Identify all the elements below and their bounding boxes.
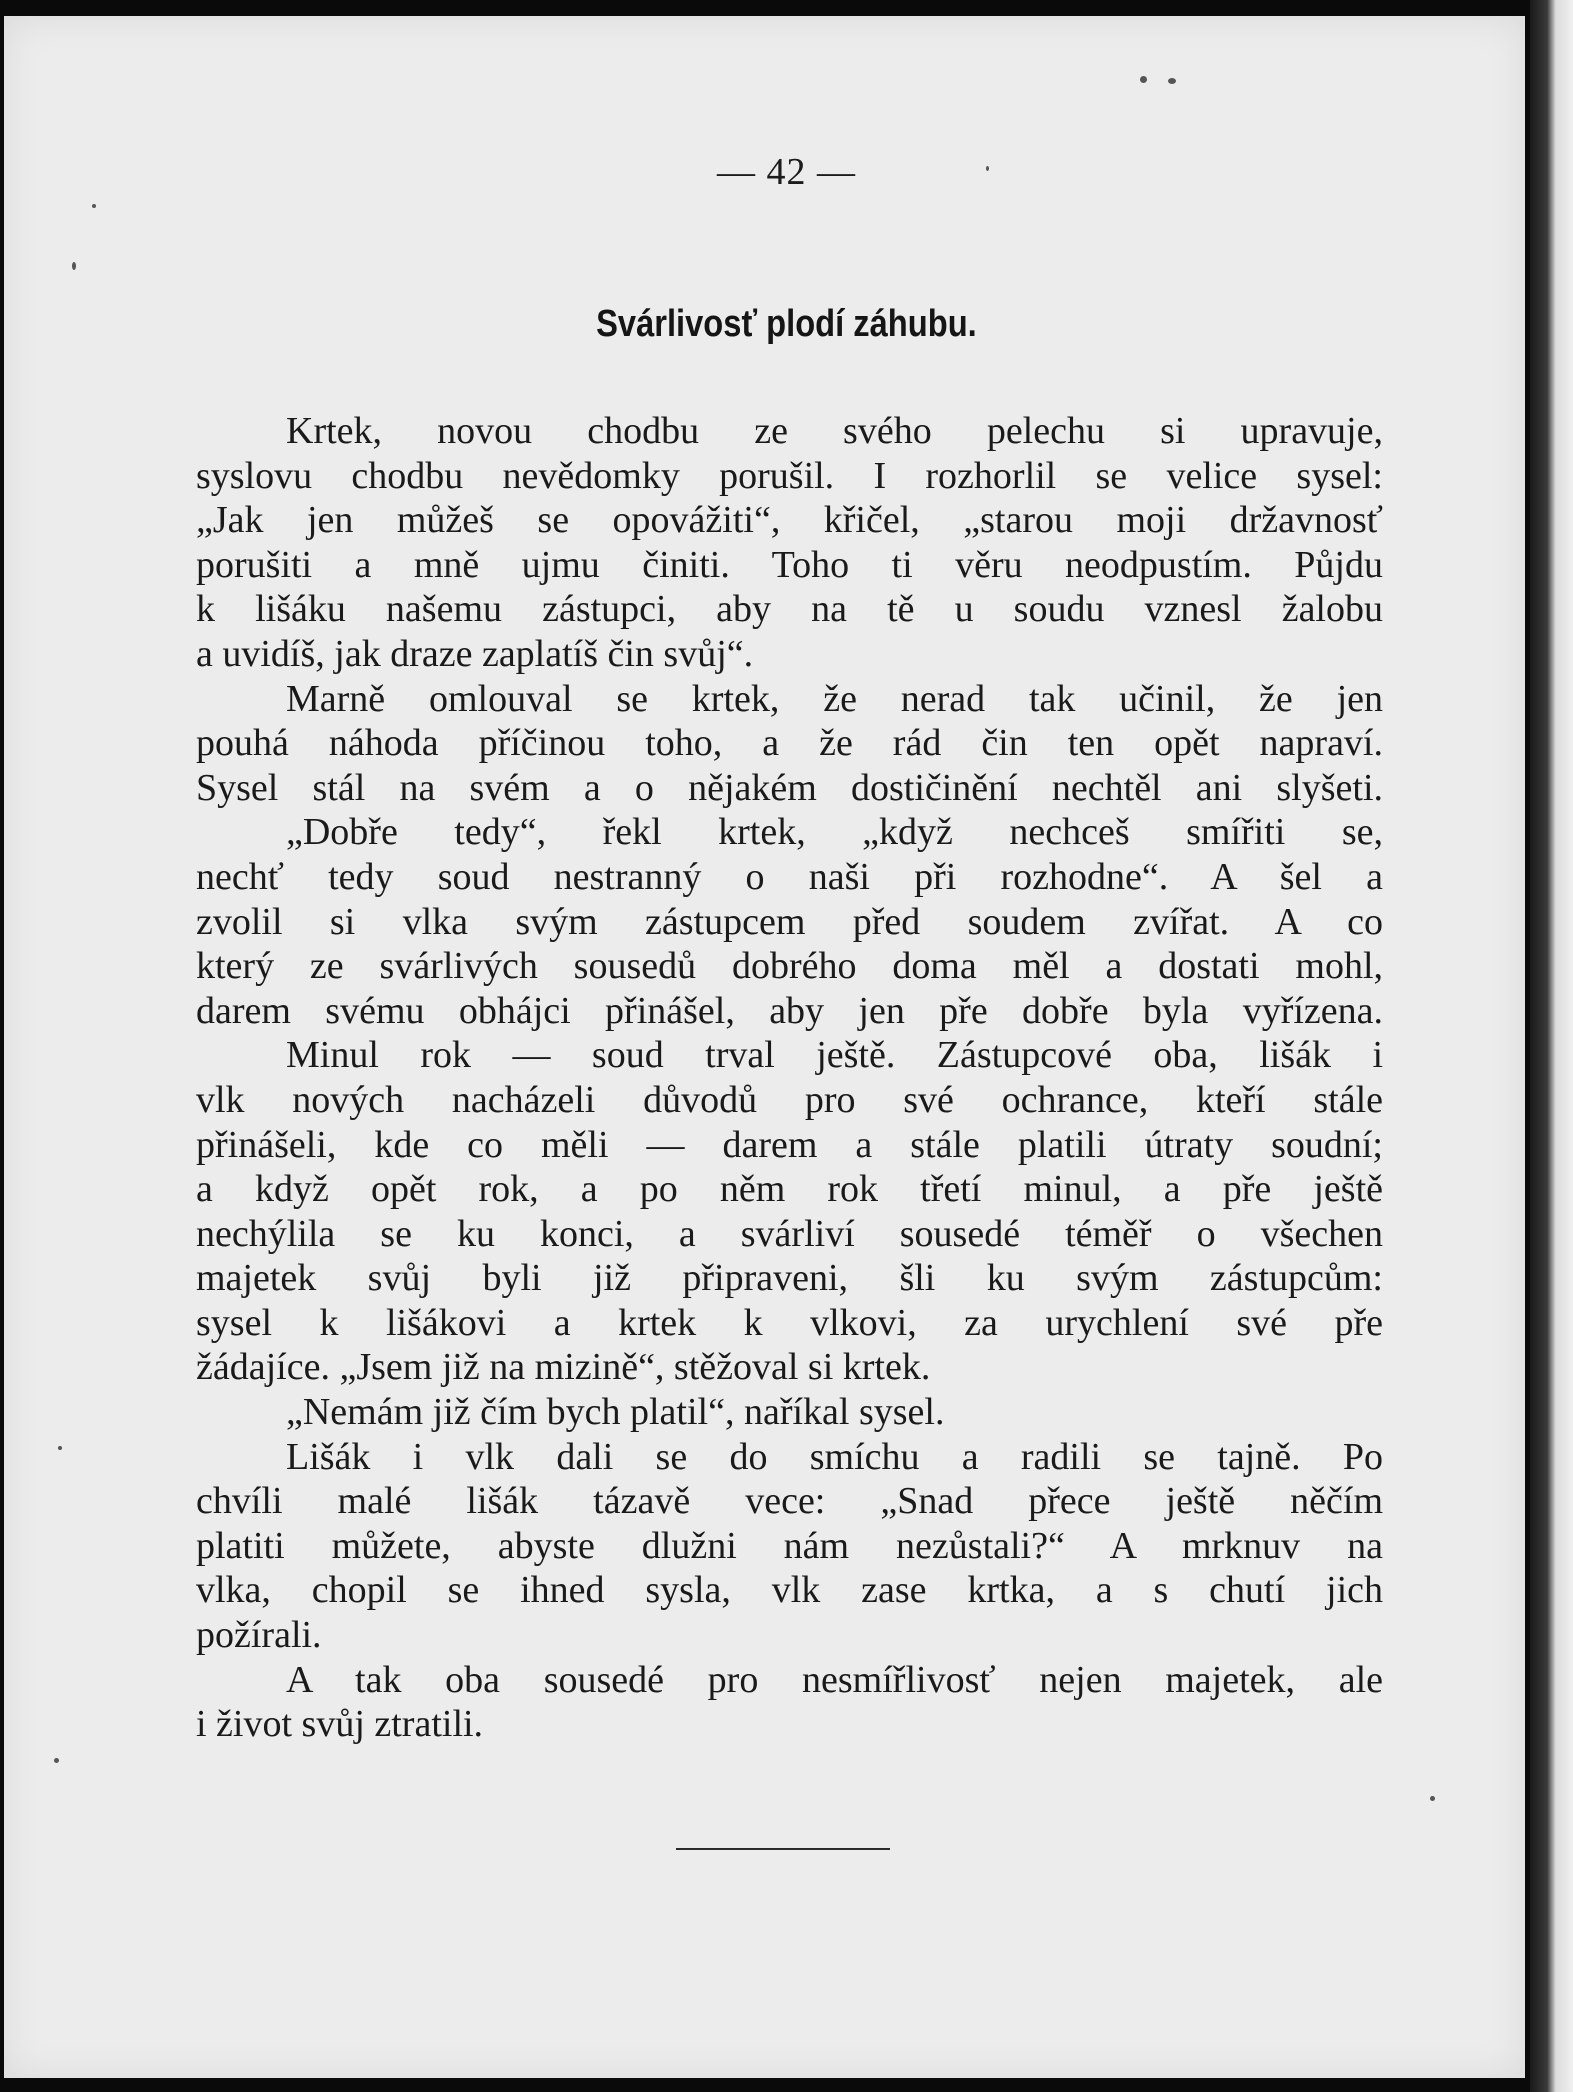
text-line: který ze svárlivých sousedů dobrého doma měl a dostati mohl, bbox=[196, 945, 1383, 988]
text-line: „Dobře tedy“, řekl krtek, „když nechceš smířiti se, bbox=[286, 811, 1383, 854]
text-line: majetek svůj byli již připraveni, šli ku svým zástupcům: bbox=[196, 1257, 1383, 1300]
text-line: Sysel stál na svém a o nějakém dostičinění nechtěl ani slyšeti. bbox=[196, 766, 1383, 809]
paragraph bbox=[196, 1435, 1383, 1658]
paper-speck bbox=[72, 262, 76, 270]
text-line: vlk nových nacházeli důvodů pro své ochrance, kteří stále bbox=[196, 1078, 1383, 1121]
paper-speck bbox=[1430, 1796, 1435, 1801]
text-line: chvíli malé lišák tázavě vece: „Snad přece ještě něčím bbox=[196, 1480, 1383, 1523]
paper-speck bbox=[1168, 78, 1176, 84]
text-line: nechť tedy soud nestranný o naši při rozhodne“. A šel a bbox=[196, 855, 1383, 898]
text-line: pouhá náhoda příčinou toho, a že rád čin ten opět napraví. bbox=[196, 722, 1383, 765]
paragraph bbox=[196, 810, 1383, 1033]
text-line: žádajíce. „Jsem již na mizině“, stěžoval si krtek. bbox=[196, 1346, 931, 1389]
text-line: nechýlila se ku konci, a svárliví sousedé téměř o všechen bbox=[196, 1212, 1383, 1255]
paper-speck bbox=[54, 1758, 59, 1763]
paper-speck bbox=[92, 204, 96, 208]
text-line: Lišák i vlk dali se do smíchu a radili se tajně. Po bbox=[286, 1435, 1383, 1478]
text-line: Marně omlouval se krtek, že nerad tak učinil, že jen bbox=[286, 677, 1383, 720]
text-line: a uvidíš, jak draze zaplatíš čin svůj“. bbox=[196, 632, 754, 675]
text-line: A tak oba sousedé pro nesmířlivosť nejen majetek, ale bbox=[286, 1658, 1383, 1701]
text-line: platiti můžete, abyste dlužni nám nezůstali?“ A mrknuv na bbox=[196, 1524, 1383, 1567]
text-line: a když opět rok, a po něm rok třetí minul, a pře ještě bbox=[196, 1168, 1383, 1211]
book-spine-edge bbox=[1530, 0, 1573, 2092]
chapter-title: Svárlivosť plodí záhubu. bbox=[596, 303, 977, 345]
text-line: přinášeli, kde co měli — darem a stále platili útraty soudní; bbox=[196, 1123, 1383, 1166]
text-line: i život svůj ztratili. bbox=[196, 1703, 484, 1746]
paragraph bbox=[196, 1658, 1383, 1747]
end-divider-rule bbox=[676, 1848, 890, 1850]
paper-speck bbox=[1140, 76, 1147, 83]
text-line: zvolil si vlka svým zástupcem před soudem zvířat. A co bbox=[196, 900, 1383, 943]
paragraph bbox=[196, 677, 1383, 811]
text-line: porušiti a mně ujmu činiti. Toho ti věru neodpustím. Půjdu bbox=[196, 543, 1383, 586]
paper-speck bbox=[58, 1446, 62, 1450]
text-line: vlka, chopil se ihned sysla, vlk zase krtka, a s chutí jich bbox=[196, 1569, 1383, 1612]
text-line: sysel k lišákovi a krtek k vlkovi, za urychlení své pře bbox=[196, 1301, 1383, 1344]
paper-speck bbox=[986, 166, 989, 171]
body-text bbox=[196, 409, 1383, 1747]
text-line: k lišáku našemu zástupci, aby na tě u soudu vznesl žalobu bbox=[196, 588, 1383, 631]
text-line: Krtek, novou chodbu ze svého pelechu si upravuje, bbox=[286, 410, 1383, 452]
text-line: syslovu chodbu nevědomky porušil. I rozhorlil se velice sysel: bbox=[196, 454, 1383, 497]
text-line: požírali. bbox=[196, 1614, 322, 1657]
text-line: „Jak jen můžeš se opovážiti“, křičel, „starou moji državnosť bbox=[196, 499, 1383, 542]
text-line: „Nemám již čím bych platil“, naříkal sysel. bbox=[286, 1391, 945, 1434]
page-number: — 42 — bbox=[717, 151, 856, 193]
text-line: Minul rok — soud trval ještě. Zástupcové oba, lišák i bbox=[286, 1034, 1383, 1077]
text-line: darem svému obhájci přinášel, aby jen pře dobře byla vyřízena. bbox=[196, 989, 1383, 1032]
paragraph bbox=[196, 409, 1383, 677]
paragraph bbox=[196, 1390, 1383, 1435]
paragraph bbox=[196, 1033, 1383, 1390]
